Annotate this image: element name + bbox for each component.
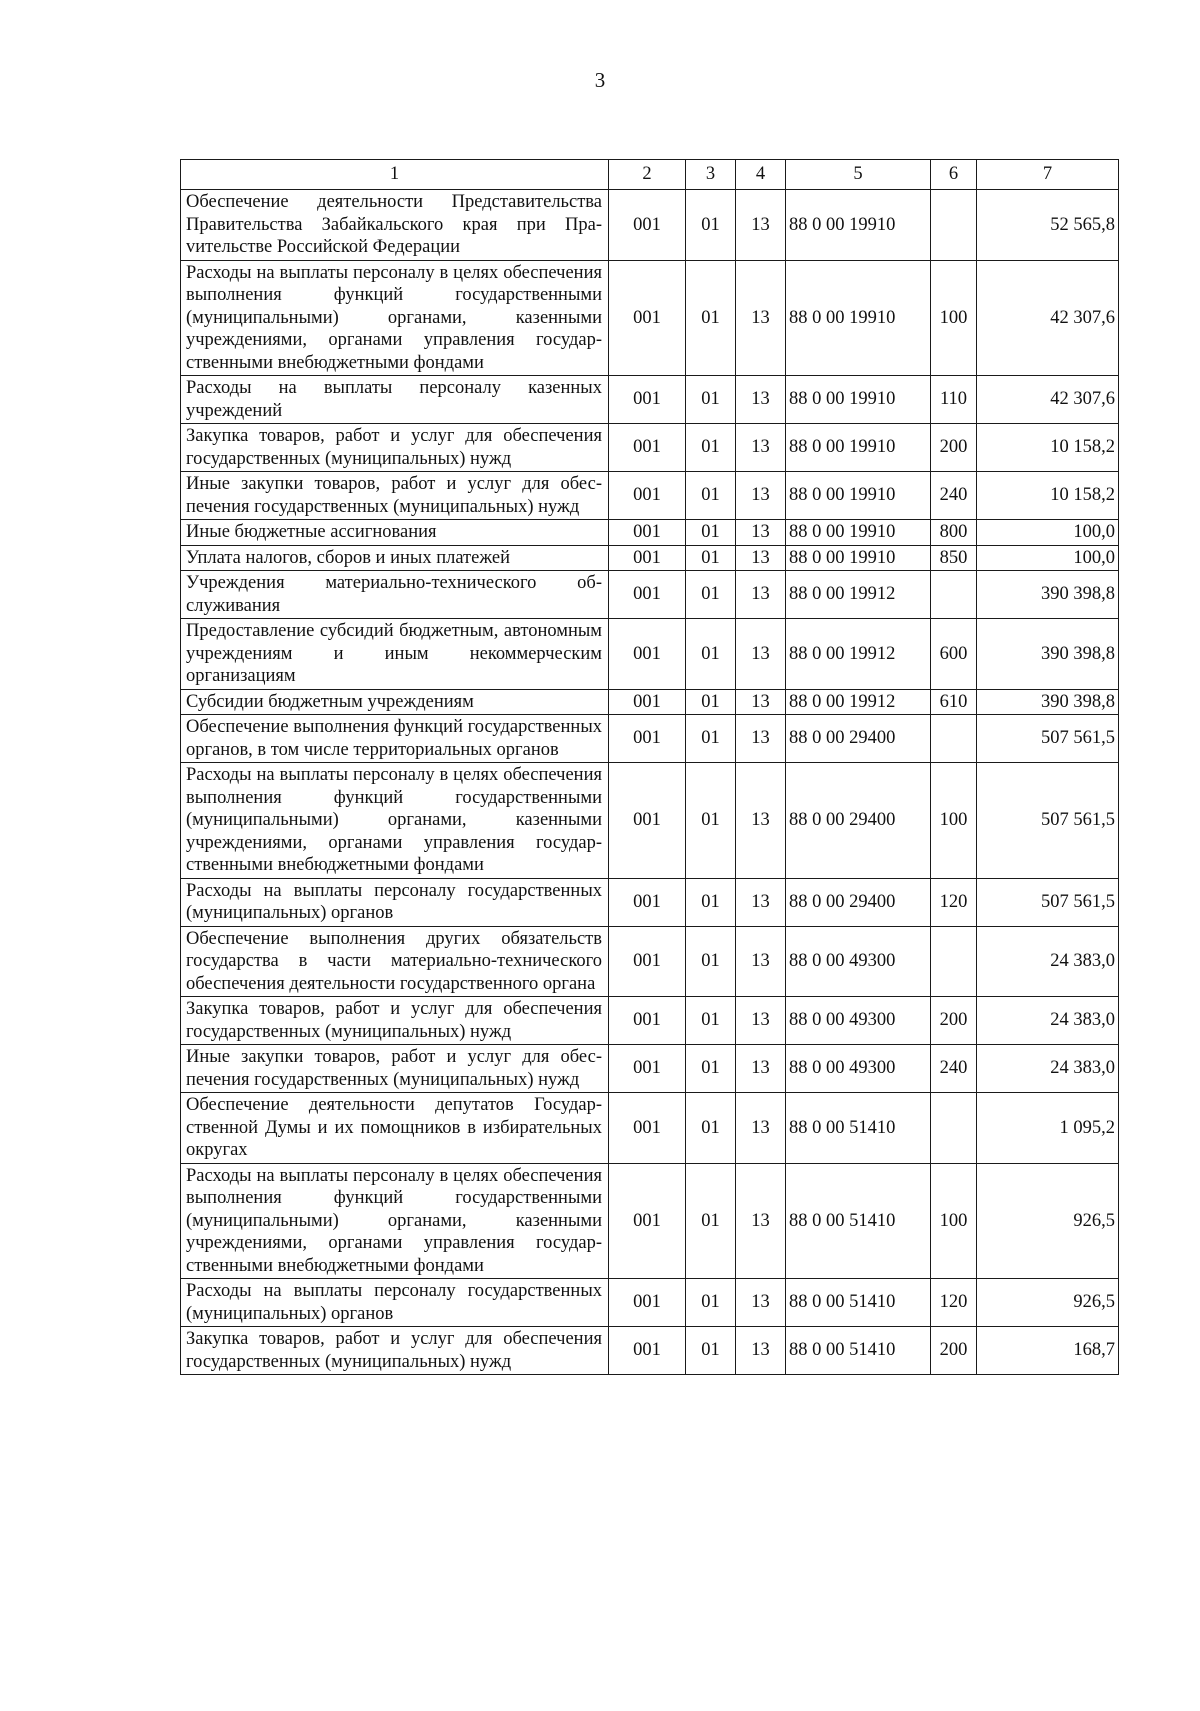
cell-ministry-code: 001 <box>609 545 686 571</box>
table-row <box>181 545 1119 571</box>
table-row <box>181 689 1119 715</box>
cell-expense-type <box>931 1093 977 1164</box>
header-col-amount: 7 <box>977 160 1119 190</box>
cell-name: Расходы на выплаты персоналу в целях обеспечения выполнения функций государственными (муниципальными) органами, казенными учреждениями, органами управления государственными внебюджетными фондами <box>181 260 609 376</box>
cell-name: Расходы на выплаты персоналу государственных (муниципальных) органов <box>181 878 609 926</box>
cell-section: 01 <box>686 424 736 472</box>
header-col-expense-type: 6 <box>931 160 977 190</box>
table-row <box>181 260 1119 376</box>
cell-target-article: 88 0 00 49300 <box>786 997 931 1045</box>
cell-ministry-code: 001 <box>609 1045 686 1093</box>
cell-ministry-code: 001 <box>609 1093 686 1164</box>
cell-expense-type: 120 <box>931 1279 977 1327</box>
cell-subsection: 13 <box>736 878 786 926</box>
cell-expense-type: 200 <box>931 424 977 472</box>
cell-target-article: 88 0 00 19910 <box>786 190 931 261</box>
cell-expense-type: 100 <box>931 763 977 879</box>
header-col-ministry-code: 2 <box>609 160 686 190</box>
cell-subsection: 13 <box>736 1045 786 1093</box>
cell-expense-type: 200 <box>931 1327 977 1375</box>
cell-amount: 10 158,2 <box>977 424 1119 472</box>
cell-target-article: 88 0 00 51410 <box>786 1163 931 1279</box>
cell-section: 01 <box>686 878 736 926</box>
cell-name: Закупка товаров, работ и услуг для обеспечения государственных (муниципальных) нужд <box>181 997 609 1045</box>
cell-target-article: 88 0 00 49300 <box>786 1045 931 1093</box>
table-row <box>181 472 1119 520</box>
cell-expense-type <box>931 190 977 261</box>
cell-expense-type <box>931 926 977 997</box>
cell-name: Иные закупки товаров, работ и услуг для обеспечения государственных (муниципальных) нужд <box>181 1045 609 1093</box>
cell-ministry-code: 001 <box>609 689 686 715</box>
table-row <box>181 997 1119 1045</box>
cell-subsection: 13 <box>736 571 786 619</box>
table-row <box>181 926 1119 997</box>
cell-section: 01 <box>686 997 736 1045</box>
cell-name: Расходы на выплаты персоналу в целях обеспечения выполнения функций государственными (муниципальными) органами, казенными учреждениями, органами управления государственными внебюджетными фондами <box>181 1163 609 1279</box>
cell-amount: 10 158,2 <box>977 472 1119 520</box>
cell-section: 01 <box>686 545 736 571</box>
cell-name: Учреждения материально-технического обслуживания <box>181 571 609 619</box>
cell-name: Закупка товаров, работ и услуг для обеспечения государственных (муниципальных) нужд <box>181 1327 609 1375</box>
cell-subsection: 13 <box>736 260 786 376</box>
cell-target-article: 88 0 00 51410 <box>786 1093 931 1164</box>
cell-target-article: 88 0 00 51410 <box>786 1327 931 1375</box>
cell-target-article: 88 0 00 19910 <box>786 545 931 571</box>
cell-subsection: 13 <box>736 1327 786 1375</box>
cell-ministry-code: 001 <box>609 260 686 376</box>
cell-target-article: 88 0 00 19912 <box>786 689 931 715</box>
cell-ministry-code: 001 <box>609 1163 686 1279</box>
cell-section: 01 <box>686 926 736 997</box>
cell-expense-type: 110 <box>931 376 977 424</box>
cell-subsection: 13 <box>736 376 786 424</box>
cell-amount: 100,0 <box>977 520 1119 546</box>
cell-section: 01 <box>686 689 736 715</box>
cell-target-article: 88 0 00 29400 <box>786 715 931 763</box>
cell-amount: 52 565,8 <box>977 190 1119 261</box>
cell-section: 01 <box>686 763 736 879</box>
header-col-target-article: 5 <box>786 160 931 190</box>
cell-name: Обеспечение выполнения функций государственных органов, в том числе территориальных органов <box>181 715 609 763</box>
cell-section: 01 <box>686 520 736 546</box>
cell-amount: 390 398,8 <box>977 619 1119 690</box>
cell-amount: 390 398,8 <box>977 571 1119 619</box>
table-row <box>181 520 1119 546</box>
table-header <box>181 160 1119 190</box>
cell-name: Закупка товаров, работ и услуг для обеспечения государственных (муниципальных) нужд <box>181 424 609 472</box>
cell-name: Расходы на выплаты персоналу государственных (муниципальных) органов <box>181 1279 609 1327</box>
cell-ministry-code: 001 <box>609 1279 686 1327</box>
cell-section: 01 <box>686 1327 736 1375</box>
cell-subsection: 13 <box>736 1093 786 1164</box>
table-row <box>181 619 1119 690</box>
table-row <box>181 571 1119 619</box>
cell-amount: 24 383,0 <box>977 1045 1119 1093</box>
header-col-subsection: 4 <box>736 160 786 190</box>
cell-expense-type: 240 <box>931 472 977 520</box>
cell-amount: 507 561,5 <box>977 878 1119 926</box>
cell-subsection: 13 <box>736 1163 786 1279</box>
cell-expense-type <box>931 571 977 619</box>
cell-amount: 390 398,8 <box>977 689 1119 715</box>
cell-target-article: 88 0 00 19910 <box>786 376 931 424</box>
cell-amount: 926,5 <box>977 1163 1119 1279</box>
cell-amount: 926,5 <box>977 1279 1119 1327</box>
cell-ministry-code: 001 <box>609 1327 686 1375</box>
cell-expense-type: 120 <box>931 878 977 926</box>
cell-ministry-code: 001 <box>609 571 686 619</box>
cell-name: Расходы на выплаты персоналу в целях обеспечения выполнения функций государственными (муниципальными) органами, казенными учреждениями, органами управления государственными внебюджетными фондами <box>181 763 609 879</box>
cell-section: 01 <box>686 376 736 424</box>
table-row <box>181 878 1119 926</box>
budget-allocation-table <box>180 159 1119 1375</box>
cell-section: 01 <box>686 715 736 763</box>
cell-amount: 1 095,2 <box>977 1093 1119 1164</box>
table-row <box>181 1327 1119 1375</box>
cell-target-article: 88 0 00 29400 <box>786 763 931 879</box>
cell-expense-type: 800 <box>931 520 977 546</box>
cell-expense-type: 240 <box>931 1045 977 1093</box>
cell-ministry-code: 001 <box>609 376 686 424</box>
cell-name: Иные закупки товаров, работ и услуг для обеспечения государственных (муниципальных) нужд <box>181 472 609 520</box>
cell-name: Обеспечение деятельности Представительства Правительства Забайкальского края при Праvительстве Российской Федерации <box>181 190 609 261</box>
cell-ministry-code: 001 <box>609 997 686 1045</box>
cell-ministry-code: 001 <box>609 878 686 926</box>
table-row <box>181 1093 1119 1164</box>
cell-subsection: 13 <box>736 1279 786 1327</box>
cell-name: Расходы на выплаты персоналу казенных учреждений <box>181 376 609 424</box>
cell-ministry-code: 001 <box>609 715 686 763</box>
cell-section: 01 <box>686 1093 736 1164</box>
cell-amount: 24 383,0 <box>977 926 1119 997</box>
header-col-name: 1 <box>181 160 609 190</box>
cell-amount: 42 307,6 <box>977 376 1119 424</box>
table-row <box>181 424 1119 472</box>
cell-section: 01 <box>686 619 736 690</box>
header-row <box>181 160 1119 190</box>
cell-expense-type: 200 <box>931 997 977 1045</box>
cell-target-article: 88 0 00 19910 <box>786 520 931 546</box>
cell-section: 01 <box>686 1045 736 1093</box>
cell-ministry-code: 001 <box>609 763 686 879</box>
cell-target-article: 88 0 00 51410 <box>786 1279 931 1327</box>
cell-expense-type <box>931 715 977 763</box>
cell-amount: 507 561,5 <box>977 763 1119 879</box>
cell-ministry-code: 001 <box>609 520 686 546</box>
cell-expense-type: 100 <box>931 1163 977 1279</box>
cell-expense-type: 600 <box>931 619 977 690</box>
cell-name: Обеспечение выполнения других обязательств государства в части материально-технического обеспечения деятельности государственного органа <box>181 926 609 997</box>
cell-subsection: 13 <box>736 520 786 546</box>
cell-target-article: 88 0 00 19912 <box>786 571 931 619</box>
cell-ministry-code: 001 <box>609 619 686 690</box>
cell-name: Предоставление субсидий бюджетным, автономным учреждениям и иным некоммерческим организациям <box>181 619 609 690</box>
cell-name: Субсидии бюджетным учреждениям <box>181 689 609 715</box>
cell-target-article: 88 0 00 19910 <box>786 260 931 376</box>
cell-subsection: 13 <box>736 190 786 261</box>
cell-amount: 100,0 <box>977 545 1119 571</box>
cell-amount: 42 307,6 <box>977 260 1119 376</box>
cell-section: 01 <box>686 571 736 619</box>
cell-section: 01 <box>686 260 736 376</box>
cell-section: 01 <box>686 1279 736 1327</box>
table-row <box>181 715 1119 763</box>
cell-subsection: 13 <box>736 545 786 571</box>
header-col-section: 3 <box>686 160 736 190</box>
table-row <box>181 763 1119 879</box>
cell-subsection: 13 <box>736 763 786 879</box>
cell-subsection: 13 <box>736 715 786 763</box>
cell-subsection: 13 <box>736 926 786 997</box>
cell-amount: 507 561,5 <box>977 715 1119 763</box>
cell-ministry-code: 001 <box>609 472 686 520</box>
cell-ministry-code: 001 <box>609 190 686 261</box>
cell-section: 01 <box>686 472 736 520</box>
cell-ministry-code: 001 <box>609 424 686 472</box>
table-row <box>181 190 1119 261</box>
table-row <box>181 1279 1119 1327</box>
cell-name: Иные бюджетные ассигнования <box>181 520 609 546</box>
cell-section: 01 <box>686 190 736 261</box>
cell-subsection: 13 <box>736 619 786 690</box>
table-row <box>181 376 1119 424</box>
cell-subsection: 13 <box>736 997 786 1045</box>
cell-target-article: 88 0 00 19910 <box>786 424 931 472</box>
cell-target-article: 88 0 00 19910 <box>786 472 931 520</box>
cell-amount: 168,7 <box>977 1327 1119 1375</box>
table-body <box>181 190 1119 1375</box>
cell-name: Обеспечение деятельности депутатов Государственной Думы и их помощников в избирательных округах <box>181 1093 609 1164</box>
cell-target-article: 88 0 00 29400 <box>786 878 931 926</box>
cell-ministry-code: 001 <box>609 926 686 997</box>
cell-subsection: 13 <box>736 472 786 520</box>
table-row <box>181 1045 1119 1093</box>
cell-expense-type: 100 <box>931 260 977 376</box>
cell-target-article: 88 0 00 49300 <box>786 926 931 997</box>
page-number: 3 <box>594 68 606 92</box>
cell-expense-type: 850 <box>931 545 977 571</box>
cell-subsection: 13 <box>736 424 786 472</box>
cell-amount: 24 383,0 <box>977 997 1119 1045</box>
cell-expense-type: 610 <box>931 689 977 715</box>
cell-name: Уплата налогов, сборов и иных платежей <box>181 545 609 571</box>
cell-subsection: 13 <box>736 689 786 715</box>
table-row <box>181 1163 1119 1279</box>
cell-target-article: 88 0 00 19912 <box>786 619 931 690</box>
cell-section: 01 <box>686 1163 736 1279</box>
